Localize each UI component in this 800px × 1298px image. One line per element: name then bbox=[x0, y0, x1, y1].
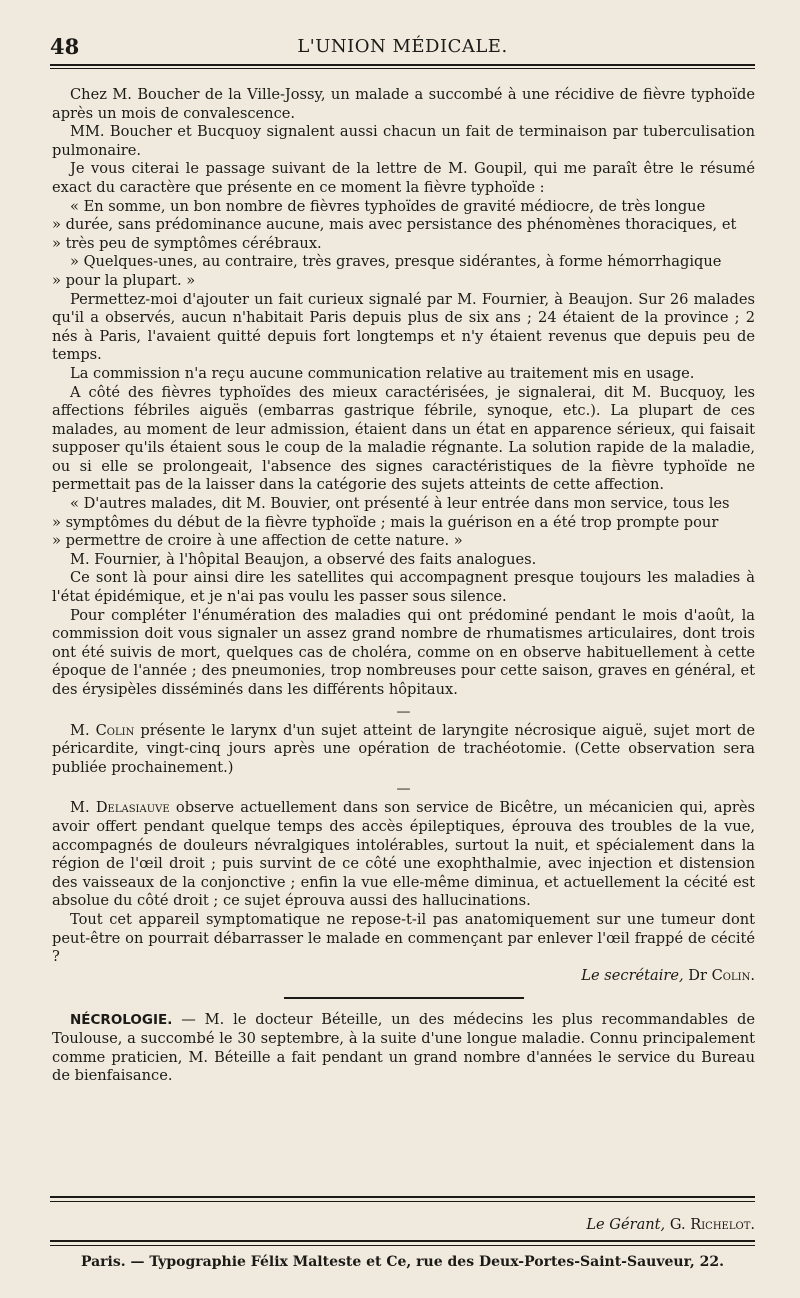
prefix: M. bbox=[70, 721, 96, 739]
obituary-label: NÉCROLOGIE. bbox=[70, 1012, 173, 1029]
gerant-name: G. Richelot. bbox=[665, 1216, 755, 1233]
header-rule bbox=[50, 64, 755, 69]
signature-name: Colin. bbox=[711, 966, 755, 984]
paragraph: Tout cet appareil symptomatique ne repose-t-il pas anatomiquement sur une tumeur dont peut-être on pourrait débarrasser le malade en commençant par enlever l'œil frappé de cécité ? bbox=[52, 910, 755, 966]
paragraph-delasiauve bbox=[52, 799, 755, 911]
paragraph: Chez M. Boucher de la Ville-Jossy, un malade a succombé à une récidive de fièvre typhoïde après un mois de convalescence. bbox=[52, 86, 755, 122]
paragraph: MM. Boucher et Bucquoy signalent aussi chacun un fait de terminaison par tuberculisation pulmonaire. bbox=[52, 123, 755, 159]
signature-title: Dr bbox=[683, 966, 712, 984]
obituary bbox=[52, 1011, 755, 1085]
paragraph: Ce sont là pour ainsi dire les satellites qui accompagnent presque toujours les maladies à l'état épidémique, et je n'ai pas voulu les passer sous silence. bbox=[52, 569, 755, 606]
page-header bbox=[50, 34, 755, 58]
text: observe actuellement dans son service de Bicêtre, un mécanicien qui, après avoir offert pendant quelque temps des accès épileptiques, éprouva des troubles de la vue, accompagnés de douleurs névralgiques intolérables, surtout la nuit, et spécialement dans la région de l'œil droit ; puis survint de ce côté une exophthalmie, avec injection et distension des vaisseaux de la conjonctive ; enfin la vue elle-même diminua, et actuellement la cécité est absolue du côté droit ; ce sujet éprouva aussi des hallucinations. bbox=[52, 799, 755, 910]
quote-line: » symptômes du début de la fièvre typhoïde ; mais la guérison en a été trop prompte pour bbox=[52, 513, 719, 531]
quote-line: » très peu de symptômes cérébraux. bbox=[52, 234, 322, 252]
quote-line: » permettre de croire à une affection de cette nature. » bbox=[52, 532, 463, 550]
quote-line: » durée, sans prédominance aucune, mais avec persistance des phénomènes thoraciques, et bbox=[52, 216, 737, 234]
author-name: Delasiauve bbox=[95, 799, 170, 817]
journal-title: L'UNION MÉDICALE. bbox=[297, 36, 508, 57]
footer-rule bbox=[50, 1196, 755, 1202]
signature bbox=[52, 967, 755, 986]
gerant-role: Le Gérant, bbox=[586, 1216, 666, 1233]
quote-line: » pour la plupart. » bbox=[52, 271, 196, 289]
printer-imprint: Paris. — Typographie Félix Malteste et Ce, rue des Deux-Portes-Saint-Sauveur, 22. bbox=[80, 1254, 725, 1270]
author-name: Colin bbox=[95, 721, 135, 739]
obituary-text: — M. le docteur Béteille, un des médecins les plus recommandables de Toulouse, a succombé le 30 septembre, à la suite d'une longue maladie. Connu principalement comme praticien, M. Béteille a fait pendant un grand nombre d'années le service du Bureau de bienfaisance. bbox=[52, 1011, 755, 1085]
section-separator: — bbox=[396, 703, 411, 720]
paragraph: Je vous citerai le passage suivant de la lettre de M. Goupil, qui me paraît être le résumé exact du caractère que présente en ce moment la fièvre typhoïde : bbox=[52, 160, 755, 196]
quote-line: « En somme, un bon nombre de fièvres typhoïdes de gravité médiocre, de très longue bbox=[70, 197, 706, 215]
short-divider bbox=[284, 997, 524, 999]
signature-role: Le secrétaire, bbox=[581, 966, 684, 984]
prefix: M. bbox=[70, 799, 96, 817]
paragraph-colin bbox=[52, 722, 755, 778]
paragraph: Pour compléter l'énumération des maladies qui ont prédominé pendant le mois d'août, la commission doit vous signaler un assez grand nombre de rhumatismes articulaires, dont trois ont été suivis de mort, quelques cas de choléra, comme on en observe habituellement à cette époque de l'année ; des pneumonies, trop nombreuses pour cette saison, graves en général, et des érysipèles disséminés dans les différents hôpitaux. bbox=[52, 606, 755, 698]
page-number: 48 bbox=[50, 34, 80, 59]
paragraph: La commission n'a reçu aucune communication relative au traitement mis en usage. bbox=[70, 364, 695, 382]
paragraph: Permettez-moi d'ajouter un fait curieux signalé par M. Fournier, à Beaujon. Sur 26 malades qu'il a observés, aucun n'habitait Paris depuis plus de six ans ; 24 étaient de la province ; 2 nés à Paris, l'avaient quitté depuis fort longtemps et n'y étaient revenus que depuis peu de temps. bbox=[52, 290, 755, 364]
paragraph: A côté des fièvres typhoïdes des mieux caractérisées, je signalerai, dit M. Bucquoy, les affections fébriles aiguës (embarras gastrique fébrile, synoque, etc.). La plupart de ces malades, au moment de leur admission, étaient dans un état en apparence sérieux, qui faisait supposer qu'ils étaient sous le coup de la maladie régnante. La solution rapide de la maladie, ou si elle se prolongeait, l'absence des signes caractéristiques de la fièvre typhoïde ne permettait pas de la laisser dans la catégorie des sujets atteints de cette affection. bbox=[52, 383, 755, 494]
gerant-signature bbox=[586, 1216, 755, 1233]
quote-line: » Quelques-unes, au contraire, très graves, presque sidérantes, à forme hémorrhagique bbox=[70, 253, 722, 271]
footer-rule-2 bbox=[50, 1240, 755, 1246]
section-separator: — bbox=[396, 781, 411, 798]
text: présente le larynx d'un sujet atteint de laryngite nécrosique aiguë, sujet mort de péricardite, vingt-cinq jours après une opération de trachéotomie. (Cette observation sera publiée prochainement.) bbox=[52, 721, 755, 776]
quote-line: « D'autres malades, dit M. Bouvier, ont présenté à leur entrée dans mon service, tous les bbox=[70, 495, 730, 513]
paragraph: M. Fournier, à l'hôpital Beaujon, a observé des faits analogues. bbox=[70, 550, 537, 568]
article-body bbox=[52, 86, 755, 1086]
